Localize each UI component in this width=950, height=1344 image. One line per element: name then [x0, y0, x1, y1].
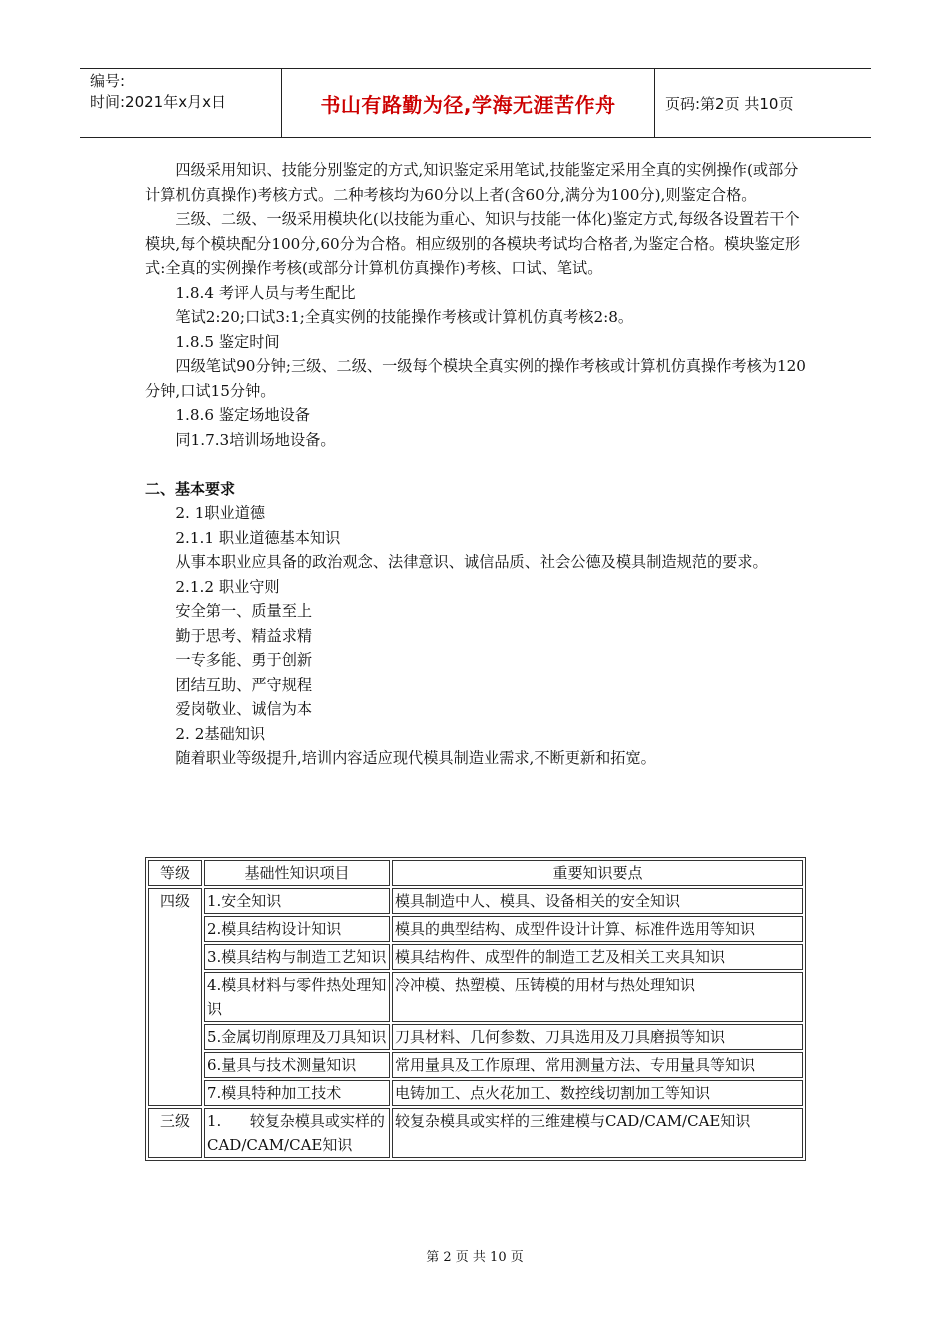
- paragraph-2-2: 随着职业等级提升,培训内容适应现代模具制造业需求,不断更新和拓宽。: [175, 749, 656, 767]
- col-header-level: 等级: [148, 860, 202, 886]
- item-cell: 2.模具结构设计知识: [204, 916, 390, 942]
- paragraph-1-8-5: 四级笔试90分钟;三级、二级、一级每个模块全真实例的操作考核或计算机仿真操作考核为120分钟,口试15分钟。: [145, 357, 806, 400]
- heading-2-1-1: 2.1.1 职业道德基本知识: [175, 528, 341, 547]
- heading-1-8-5: 1.8.5 鉴定时间: [175, 332, 280, 351]
- item-cell: 1.安全知识: [204, 888, 390, 914]
- rule-item: 安全第一、质量至上: [175, 602, 313, 620]
- paragraph-1-8-6: 同1.7.3培训场地设备。: [175, 430, 336, 449]
- table-row: [148, 972, 803, 1022]
- table-row: [148, 916, 803, 942]
- point-cell: 模具结构件、成型件的制造工艺及相关工夹具知识: [392, 944, 803, 970]
- document-body: [145, 158, 810, 771]
- table-row: [148, 944, 803, 970]
- item-cell: 5.金属切削原理及刀具知识: [204, 1024, 390, 1050]
- rule-item: 爱岗敬业、诚信为本: [175, 700, 313, 718]
- header-page-code: 页码:第2页 共10页: [665, 94, 794, 113]
- table-row: [148, 1080, 803, 1106]
- section-2-title: 二、基本要求: [145, 479, 236, 498]
- table-row: [148, 1108, 803, 1158]
- col-header-point: 重要知识要点: [392, 860, 803, 886]
- item-cell: 6.量具与技术测量知识: [204, 1052, 390, 1078]
- item-cell: 4.模具材料与零件热处理知识: [204, 972, 390, 1022]
- table-row: [148, 1024, 803, 1050]
- table-header-row: [148, 860, 803, 886]
- rule-item: 勤于思考、精益求精: [175, 626, 313, 645]
- level-cell-4: 四级: [148, 888, 202, 1106]
- heading-1-8-4: 1.8.4 考评人员与考生配比: [175, 283, 356, 302]
- heading-2-1-2: 2.1.2 职业守则: [175, 577, 280, 596]
- page-footer: 第 2 页 共 10 页: [426, 1250, 524, 1265]
- point-cell: 较复杂模具或实样的三维建模与CAD/CAM/CAE知识: [392, 1108, 803, 1158]
- item-cell: 7.模具特种加工技术: [204, 1080, 390, 1106]
- item-cell: 1. 较复杂模具或实样的CAD/CAM/CAE知识: [204, 1108, 390, 1158]
- paragraph-2-1-1: 从事本职业应具备的政治观念、法律意识、诚信品质、社会公德及模具制造规范的要求。: [175, 553, 768, 571]
- heading-2-2: 2. 2基础知识: [175, 724, 266, 743]
- rule-item: 团结互助、严守规程: [175, 675, 313, 694]
- document-number-label: 编号:: [90, 72, 126, 90]
- header-meta: [80, 69, 282, 137]
- document-time: 时间:2021年x月x日: [90, 93, 226, 111]
- point-cell: 模具的典型结构、成型件设计计算、标准件选用等知识: [392, 916, 803, 942]
- point-cell: 电铸加工、点火花加工、数控线切割加工等知识: [392, 1080, 803, 1106]
- heading-2-1: 2. 1职业道德: [175, 504, 266, 522]
- table-row: [148, 1052, 803, 1078]
- knowledge-table: [145, 857, 806, 1161]
- heading-1-8-6: 1.8.6 鉴定场地设备: [175, 406, 310, 424]
- paragraph-1-8-4: 笔试2:20;口试3:1;全真实例的技能操作考核或计算机仿真考核2:8。: [175, 308, 634, 326]
- paragraph-module-method: 三级、二级、一级采用模块化(以技能为重心、知识与技能一体化)鉴定方式,每级各设置若干个模块,每个模块配分100分,60分为合格。相应级别的各模块考试均合格者,为鉴定合格。模块鉴定形式:全真的实例操作考核(或部分计算机仿真操作)考核、口试、笔试。: [145, 210, 801, 277]
- paragraph-level4-method: 四级采用知识、技能分别鉴定的方式,知识鉴定采用笔试,技能鉴定采用全真的实例操作(或部分计算机仿真操作)考核方式。二种考核均为60分以上者(含60分,满分为100分),则鉴定合格。: [145, 161, 799, 204]
- point-cell: 刀具材料、几何参数、刀具选用及刀具磨损等知识: [392, 1024, 803, 1050]
- page-header: [80, 68, 871, 138]
- rule-item: 一专多能、勇于创新: [175, 651, 313, 669]
- item-cell: 3.模具结构与制造工艺知识: [204, 944, 390, 970]
- point-cell: 常用量具及工作原理、常用测量方法、专用量具等知识: [392, 1052, 803, 1078]
- point-cell: 模具制造中人、模具、设备相关的安全知识: [392, 888, 803, 914]
- point-cell: 冷冲模、热塑模、压铸模的用材与热处理知识: [392, 972, 803, 1022]
- level-cell-3: 三级: [148, 1108, 202, 1158]
- table-row: [148, 888, 803, 914]
- col-header-item: 基础性知识项目: [204, 860, 390, 886]
- header-motto: 书山有路勤为径,学海无涯苦作舟: [282, 69, 655, 137]
